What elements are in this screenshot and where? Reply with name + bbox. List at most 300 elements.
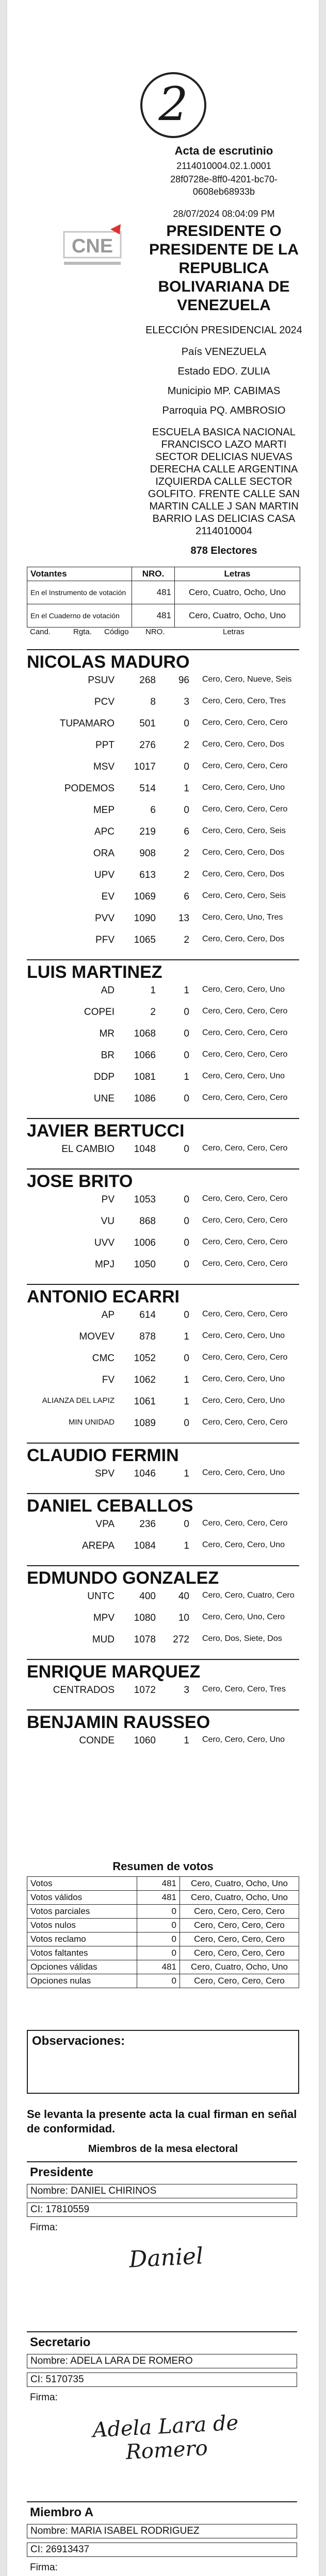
party-code: 268 [139,675,156,686]
party-code: 1065 [134,935,156,945]
resumen-title: Resumen de votos [112,1860,214,1873]
table-row [27,1919,299,1933]
hash-line-1: 28f0728e-8ff0-4201-bc70- [170,174,278,184]
candidate-divider [27,1565,299,1566]
resumen-letras: Cero, Cero, Cero, Cero [180,1933,299,1946]
party-code: 1069 [134,891,156,902]
cne-logo-icon [54,222,131,273]
table-row [27,740,300,760]
candidate-name: NICOLAS MADURO [27,652,190,672]
table-row [27,1216,300,1236]
votes-number: 0 [184,1238,189,1248]
table-row [27,1634,300,1655]
resumen-nro: 0 [137,1919,180,1933]
resumen-label: Votos válidos [27,1891,137,1905]
party-name: CMC [92,1353,115,1364]
votes-letras: Cero, Cero, Cero, Uno [202,1468,285,1477]
resumen-label: Opciones nulas [27,1974,137,1988]
candidate-name: ENRIQUE MARQUEZ [27,1662,201,1682]
party-name: COPEI [84,1007,115,1018]
center-line-7: MARTIN CALLE J SAN MARTIN [149,501,299,512]
party-name: APC [94,826,115,837]
resumen-letras: Cero, Cero, Cero, Cero [180,1974,299,1988]
table-row [27,1519,300,1539]
votes-letras: Cero, Cero, Cero, Tres [202,697,286,705]
votantes-row-label: En el Cuaderno de votación [27,604,132,628]
table-row [27,675,300,696]
votantes-table [27,567,300,628]
table-row [27,1072,300,1092]
party-code: 2 [150,1007,156,1018]
candidate-divider [27,1709,299,1710]
table-row [27,1331,300,1352]
parish: Parroquia PQ. AMBROSIO [162,405,286,416]
votes-letras: Cero, Cero, Cero, Uno [202,1396,285,1405]
party-name: MR [99,1028,115,1039]
table-row [27,913,300,934]
title-line-1: PRESIDENTE O [166,223,282,240]
center-code: 2114010004 [195,526,252,537]
party-name: PFV [95,935,115,945]
center-line-8: BARRIO LAS DELICIAS CASA [152,513,296,524]
party-name: VU [101,1216,115,1227]
votes-number: 0 [184,1418,189,1429]
votes-number: 0 [184,1519,189,1530]
member-ci: CI: 17810559 [27,2202,297,2217]
municipality: Municipio MP. CABIMAS [167,385,281,397]
party-code: 219 [139,826,156,837]
datetime: 28/07/2024 08:04:09 PM [173,209,275,219]
party-code: 878 [139,1331,156,1342]
party-code: 1053 [134,1194,156,1205]
party-name: MIN UNIDAD [68,1418,115,1427]
member-role: Presidente [30,2165,93,2179]
observaciones-label: Observaciones: [32,2034,125,2048]
election-name: ELECCIÓN PRESIDENCIAL 2024 [145,325,302,336]
subheader-codigo: Código [104,628,129,636]
party-code: 400 [139,1591,156,1602]
candidate-name: CLAUDIO FERMIN [27,1446,179,1465]
table-row [27,1946,299,1960]
table-row [27,1144,300,1164]
votes-letras: Cero, Cero, Cero, Uno [202,783,285,792]
votes-letras: Cero, Cero, Cero, Uno [202,1375,285,1383]
table-row [27,870,300,890]
center-line-6: GOLFITO. FRENTE CALLE SAN [148,488,300,500]
votes-letras: Cero, Cero, Uno, Tres [202,913,283,922]
resumen-letras: Cero, Cero, Cero, Cero [180,1905,299,1919]
party-code: 1078 [134,1634,156,1645]
votes-letras: Cero, Cero, Cero, Cero [202,1353,288,1362]
votes-letras: Cero, Cero, Cero, Cero [202,718,288,727]
votes-letras: Cero, Cero, Cero, Uno [202,1072,285,1080]
handwritten-number: 2 [140,72,206,138]
candidate-divider [27,649,299,650]
resumen-letras: Cero, Cuatro, Ocho, Uno [180,1877,299,1891]
votes-number: 0 [184,1353,189,1364]
votes-number: 2 [184,935,189,945]
table-row [27,1591,300,1612]
table-row [27,1050,300,1071]
party-code: 1046 [134,1468,156,1479]
resumen-nro: 481 [137,1960,180,1974]
votes-number: 3 [184,1685,189,1696]
votes-letras: Cero, Cero, Cero, Uno [202,1735,285,1744]
party-name: MPJ [95,1259,115,1270]
votes-letras: Cero, Cero, Cero, Dos [202,935,285,943]
resumen-nro: 481 [137,1877,180,1891]
table-row [27,985,300,1006]
votes-number: 0 [184,1050,189,1061]
party-name: ORA [93,848,115,859]
party-name: MSV [93,761,115,772]
table-row [27,1540,300,1561]
hash-line-2: 0608eb68933b [192,187,255,197]
votes-letras: Cero, Cero, Cero, Cero [202,805,288,814]
votes-letras: Cero, Cero, Cero, Uno [202,1331,285,1340]
miembros-title: Miembros de la mesa electoral [88,2143,238,2155]
state: Estado EDO. ZULIA [177,366,270,377]
candidate-divider [27,1443,299,1444]
acta-paper [7,0,319,2576]
party-code: 1052 [134,1353,156,1364]
votes-number: 272 [173,1634,189,1645]
table-row [27,1238,300,1258]
party-name: UPV [94,870,115,880]
votes-number: 0 [184,1194,189,1205]
votes-number: 1 [184,985,189,996]
votes-number: 1 [184,783,189,794]
table-row [27,1028,300,1049]
candidate-name: DANIEL CEBALLOS [27,1496,193,1516]
table-row [27,1735,300,1756]
table-row [27,805,300,825]
table-row [27,761,300,782]
table-row [27,1310,300,1330]
votes-number: 0 [184,761,189,772]
party-name: MPV [93,1613,115,1623]
votes-number: 10 [178,1613,189,1623]
party-name: PODEMOS [64,783,115,794]
subheader-row [27,628,300,642]
votes-letras: Cero, Cero, Cero, Cero [202,1007,288,1015]
party-name: AREPA [82,1540,115,1551]
party-code: 1072 [134,1685,156,1696]
votes-number: 0 [184,1259,189,1270]
votes-letras: Cero, Cero, Cero, Cero [202,1519,288,1528]
table-row [27,604,300,628]
votes-letras: Cero, Cero, Cero, Dos [202,740,285,749]
member-signature: Adela Lara de Romero [92,2411,239,2465]
votes-number: 1 [184,1072,189,1082]
votes-letras: Cero, Cero, Cero, Cero [202,1194,288,1203]
party-name: TUPAMARO [59,718,115,729]
title-line-2: PRESIDENTE DE LA [149,241,299,258]
table-row [27,581,300,604]
candidate-name: BENJAMIN RAUSSEO [27,1713,210,1732]
votantes-row-letras: Cero, Cuatro, Ocho, Uno [175,581,300,604]
center-line-1: ESCUELA BASICA NACIONAL [152,427,296,438]
resumen-letras: Cero, Cero, Cero, Cero [180,1919,299,1933]
votes-number: 96 [178,675,189,686]
candidate-name: EDMUNDO GONZALEZ [27,1568,219,1588]
votes-number: 0 [184,1310,189,1320]
votes-letras: Cero, Cero, Cero, Seis [202,891,286,900]
member-card [27,2161,297,2328]
table-row [27,1960,299,1974]
party-code: 613 [139,870,156,880]
resumen-label: Votos parciales [27,1905,137,1919]
votes-number: 2 [184,870,189,880]
votantes-row-label: En el Instrumento de votación [27,581,132,604]
votes-number: 40 [178,1591,189,1602]
votes-letras: Cero, Cero, Cero, Cero [202,1418,288,1427]
member-ci: CI: 26913437 [27,2543,297,2557]
nro-header: NRO. [132,567,175,581]
party-code: 501 [139,718,156,729]
resumen-label: Votos faltantes [27,1946,137,1960]
member-firma-label: Firma: [30,2562,58,2573]
votes-number: 13 [178,913,189,924]
votes-number: 0 [184,1028,189,1039]
subheader-rgta: Rgta. [73,628,92,636]
resumen-label: Votos reclamo [27,1933,137,1946]
votes-number: 1 [184,1396,189,1407]
party-name: MOVEV [79,1331,115,1342]
party-name: UVV [94,1238,115,1248]
resumen-label: Votos [27,1877,137,1891]
table-row [27,1468,300,1489]
votes-number: 3 [184,697,189,707]
candidate-divider [27,1284,299,1285]
table-row [27,697,300,717]
title-line-4: BOLIVARIANA DE [158,278,290,295]
party-name: BR [101,1050,115,1061]
votes-letras: Cero, Cero, Cuatro, Cero [202,1591,295,1600]
party-code: 1062 [134,1375,156,1385]
center-line-4: DERECHA CALLE ARGENTINA [150,464,298,475]
votes-number: 2 [184,740,189,751]
member-card [27,2331,297,2498]
party-code: 6 [150,805,156,816]
votes-number: 0 [184,805,189,816]
candidate-name: LUIS MARTINEZ [27,962,162,982]
votes-letras: Cero, Cero, Cero, Dos [202,848,285,857]
country: País VENEZUELA [181,346,267,358]
party-name: CENTRADOS [53,1685,115,1696]
candidate-divider [27,1493,299,1494]
votantes-header: Votantes [27,567,132,581]
party-code: 1061 [134,1396,156,1407]
party-name: MUD [92,1634,115,1645]
table-row [27,848,300,869]
member-card [27,2501,297,2576]
resumen-label: Votos nulos [27,1919,137,1933]
table-row [27,935,300,955]
party-name: AP [101,1310,115,1320]
votes-letras: Cero, Cero, Cero, Cero [202,1144,288,1153]
votes-letras: Cero, Cero, Cero, Cero [202,1050,288,1059]
party-code: 1089 [134,1418,156,1429]
votes-letras: Cero, Cero, Cero, Cero [202,1028,288,1037]
party-code: 1081 [134,1072,156,1082]
candidate-divider [27,1118,299,1119]
table-row [27,826,300,847]
resumen-letras: Cero, Cuatro, Ocho, Uno [180,1891,299,1905]
party-name: PVV [94,913,115,924]
party-code: 1 [150,985,156,996]
table-row [27,1891,299,1905]
letras-header: Letras [175,567,300,581]
table-row [27,1194,300,1215]
svg-text:CNE: CNE [71,235,113,257]
resumen-nro: 481 [137,1891,180,1905]
votes-number: 2 [184,848,189,859]
party-code: 908 [139,848,156,859]
party-code: 1086 [134,1093,156,1104]
votes-letras: Cero, Cero, Cero, Dos [202,870,285,878]
resumen-nro: 0 [137,1974,180,1988]
resumen-label: Opciones válidas [27,1960,137,1974]
table-row [27,1007,300,1027]
party-code: 1048 [134,1144,156,1155]
votes-number: 0 [184,718,189,729]
acta-label: Acta de escrutinio [174,144,273,157]
votes-letras: Cero, Cero, Cero, Cero [202,1216,288,1225]
resumen-nro: 0 [137,1905,180,1919]
candidate-divider [27,1659,299,1660]
electors-count: 878 Electores [190,545,257,556]
votantes-header-row [27,567,300,581]
center-line-5: IZQUIERDA CALLE SECTOR [155,476,292,487]
votes-letras: Cero, Cero, Cero, Uno [202,1540,285,1549]
member-role: Miembro A [30,2505,94,2519]
party-name: PCV [94,697,115,707]
party-code: 1090 [134,913,156,924]
votes-letras: Cero, Cero, Cero, Cero [202,1093,288,1102]
member-name: Nombre: ADELA LARA DE ROMERO [27,2354,297,2368]
party-name: PSUV [88,675,115,686]
subheader-cand: Cand. [30,628,51,636]
member-name: Nombre: MARIA ISABEL RODRIGUEZ [27,2524,297,2538]
votes-letras: Cero, Cero, Cero, Seis [202,826,286,835]
party-code: 1050 [134,1259,156,1270]
votes-letras: Cero, Cero, Cero, Cero [202,761,288,770]
votes-letras: Cero, Cero, Cero, Cero [202,1238,288,1246]
subheader-letras: Letras [223,628,244,636]
votes-number: 0 [184,1093,189,1104]
table-row [27,1418,300,1438]
votes-number: 0 [184,1007,189,1018]
table-row [27,1093,300,1114]
party-code: 1068 [134,1028,156,1039]
table-row [27,1375,300,1395]
party-code: 514 [139,783,156,794]
resumen-nro: 0 [137,1933,180,1946]
votes-number: 1 [184,1735,189,1746]
candidate-name: JAVIER BERTUCCI [27,1121,185,1141]
party-code: 1084 [134,1540,156,1551]
votes-number: 1 [184,1468,189,1479]
party-code: 236 [139,1519,156,1530]
party-name: VPA [95,1519,115,1530]
party-name: DDP [93,1072,115,1082]
table-row [27,1259,300,1280]
table-row [27,1877,299,1891]
table-row [27,1933,299,1946]
votes-letras: Cero, Cero, Cero, Cero [202,1259,288,1268]
member-firma-label: Firma: [30,2392,58,2403]
firma-statement: Se levanta la presente acta la cual firman en señal de conformidad. [27,2108,297,2135]
votes-letras: Cero, Cero, Cero, Tres [202,1685,286,1693]
votes-number: 6 [184,826,189,837]
party-name: ALIANZA DEL LAPIZ [42,1396,115,1405]
member-ci: CI: 5170735 [27,2372,297,2387]
center-line-2: FRANCISCO LAZO MARTI [161,439,287,450]
party-code: 1060 [134,1735,156,1746]
party-name: SPV [94,1468,115,1479]
votes-number: 6 [184,891,189,902]
title-line-3: REPUBLICA [178,260,269,277]
votes-number: 0 [184,1144,189,1155]
party-code: 8 [150,697,156,707]
party-code: 1006 [134,1238,156,1248]
observaciones-box [27,2030,299,2094]
table-row [27,783,300,804]
acta-id: 2114010004.02.1.0001 [176,161,271,171]
votantes-row-nro: 481 [132,581,175,604]
table-row [27,1974,299,1988]
party-name: PV [101,1194,115,1205]
candidate-name: ANTONIO ECARRI [27,1287,180,1307]
votes-letras: Cero, Cero, Cero, Cero [202,1310,288,1318]
votes-number: 0 [184,1216,189,1227]
table-row [27,718,300,739]
party-code: 868 [139,1216,156,1227]
table-row [27,1353,300,1374]
candidate-divider [27,959,299,960]
votes-letras: Cero, Cero, Nueve, Seis [202,675,292,684]
member-name: Nombre: DANIEL CHIRINOS [27,2184,297,2198]
party-code: 276 [139,740,156,751]
table-row [27,1905,299,1919]
party-name: AD [101,985,115,996]
party-code: 1066 [134,1050,156,1061]
subheader-nro: NRO. [145,628,165,636]
votes-number: 1 [184,1540,189,1551]
resumen-letras: Cero, Cero, Cero, Cero [180,1946,299,1960]
votes-letras: Cero, Cero, Cero, Uno [202,985,285,994]
party-name: PPT [95,740,115,751]
table-row [27,1685,300,1705]
votantes-row-letras: Cero, Cuatro, Ocho, Uno [175,604,300,628]
party-name: EV [101,891,115,902]
votes-number: 1 [184,1375,189,1385]
title-line-5: VENEZUELA [177,297,271,314]
party-name: FV [102,1375,115,1385]
party-name: UNE [93,1093,115,1104]
resumen-nro: 0 [137,1946,180,1960]
party-name: MEP [93,805,115,816]
member-role: Secretario [30,2335,91,2349]
party-code: 1080 [134,1613,156,1623]
table-row [27,1613,300,1633]
party-name: EL CAMBIO [61,1144,115,1155]
table-row [27,1396,300,1417]
member-firma-label: Firma: [30,2222,58,2233]
member-signature: Daniel [128,2243,204,2273]
votantes-row-nro: 481 [132,604,175,628]
